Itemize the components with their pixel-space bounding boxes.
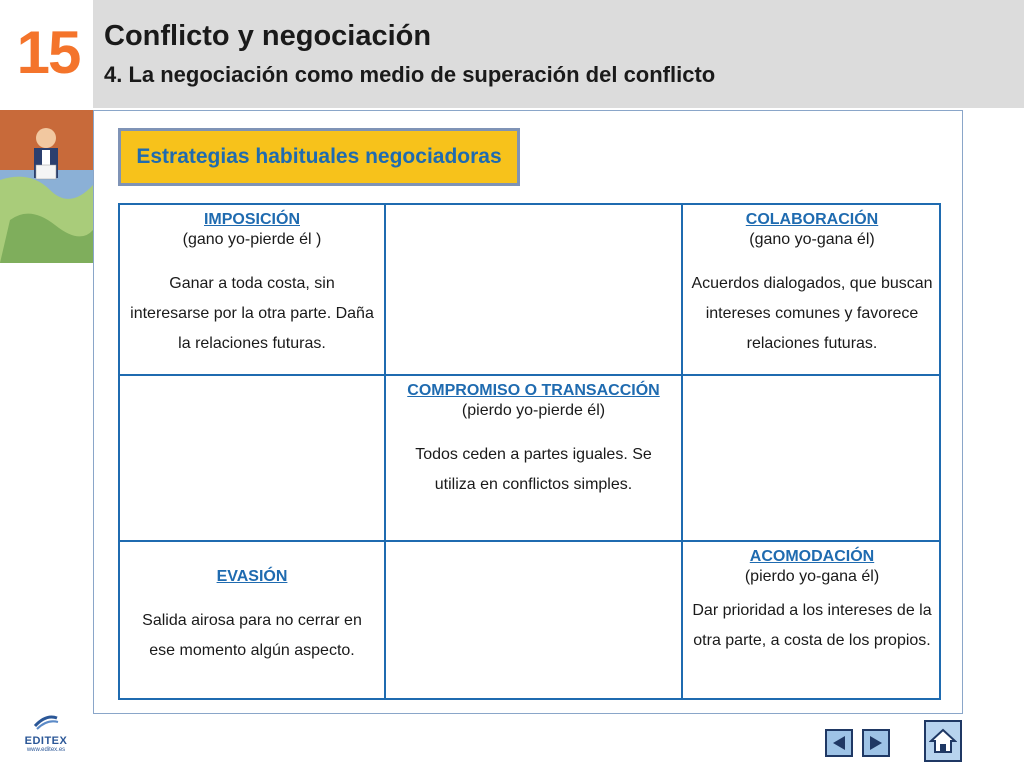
home-button[interactable] (924, 720, 962, 762)
empty-cell (386, 542, 683, 698)
strategy-rule: (gano yo-pierde él ) (182, 231, 322, 248)
chapter-number: 15 (16, 19, 80, 86)
prev-arrow-icon (830, 734, 848, 752)
strategy-name: COMPROMISO O TRANSACCIÓN (407, 382, 660, 399)
strategy-cell-imposicion (120, 205, 386, 376)
strategy-rule: (pierdo yo-gana él) (744, 568, 880, 585)
brand-name: EDITEX (24, 735, 68, 747)
strategy-grid (118, 203, 941, 700)
brand-url: www.editex.es (26, 747, 66, 753)
next-button[interactable] (862, 729, 890, 757)
strategy-rule: (gano yo-gana él) (749, 231, 875, 248)
strategy-rule: (pierdo yo-pierde él) (461, 402, 606, 419)
strategy-name: EVASIÓN (216, 568, 288, 585)
home-icon (929, 727, 957, 755)
section-label: Estrategias habituales negociadoras (118, 128, 520, 186)
header-bar (93, 0, 1024, 108)
side-illustration (0, 110, 93, 263)
strategy-description: Todos ceden a partes iguales. Se utiliza en conflictos simples. (415, 446, 652, 493)
next-arrow-icon (867, 734, 885, 752)
empty-cell (386, 205, 683, 376)
strategy-description: Acuerdos dialogados, que buscan intereses comunes y favorece relaciones futuras. (691, 275, 933, 352)
empty-cell (683, 376, 941, 542)
strategy-cell-evasion (120, 542, 386, 698)
editex-logo[interactable] (18, 712, 74, 762)
strategy-cell-acomodacion (683, 542, 941, 698)
editex-logo-icon (31, 712, 61, 730)
strategy-cell-colaboracion (683, 205, 941, 376)
strategy-name: ACOMODACIÓN (749, 548, 875, 565)
strategy-cell-compromiso (386, 376, 683, 542)
strategy-description: Dar prioridad a los intereses de la otra parte, a costa de los propios. (692, 602, 932, 649)
prev-button[interactable] (825, 729, 853, 757)
strategy-description: Salida airosa para no cerrar en ese momento algún aspecto. (142, 612, 362, 659)
strategy-name: COLABORACIÓN (745, 211, 879, 228)
page-subtitle: 4. La negociación como medio de superación del conflicto (104, 62, 716, 87)
page-title: Conflicto y negociación (104, 20, 432, 52)
empty-cell (120, 376, 386, 542)
strategy-description: Ganar a toda costa, sin interesarse por la otra parte. Daña la relaciones futuras. (130, 275, 374, 352)
strategy-name: IMPOSICIÓN (203, 211, 300, 228)
